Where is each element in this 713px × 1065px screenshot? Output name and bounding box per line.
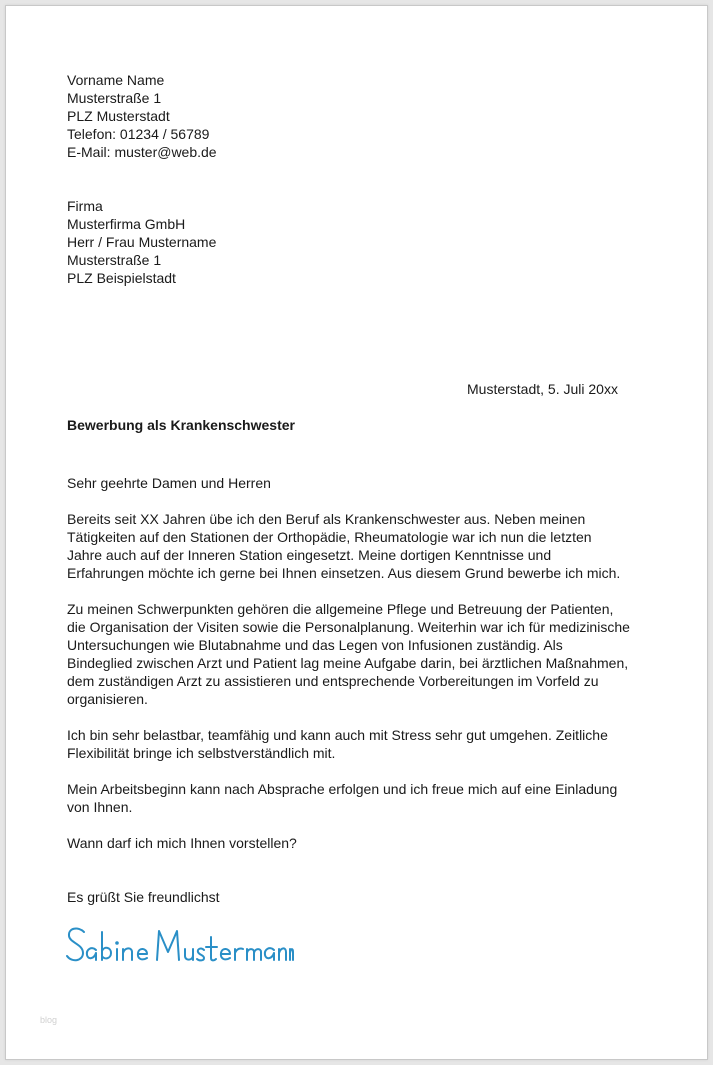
paragraph-line: Bindeglied zwischen Arzt und Patient lag meine Aufgabe darin, bei ärztlichen Maßnahmen, [67,655,629,671]
handwritten-signature [64,918,294,974]
paragraph-line: dem zuständigen Arzt zu assistieren und entsprechende Vorbereitungen im Vorfeld zu [67,673,599,689]
sender-name: Vorname Name [67,72,165,88]
paragraph-line: Flexibilität bringe ich selbstverständlich mit. [67,745,336,761]
recipient-line: PLZ Beispielstadt [67,270,176,286]
paragraph [67,834,297,852]
paragraph-line: Bereits seit XX Jahren übe ich den Beruf als Krankenschwester aus. Neben meinen [67,511,586,527]
paragraph-line: organisieren. [67,691,148,707]
letter-date: Musterstadt, 5. Juli 20xx [467,381,618,397]
sender-email: E-Mail: muster@web.de [67,144,217,160]
letter-subject: Bewerbung als Krankenschwester [67,417,295,433]
sender-phone: Telefon: 01234 / 56789 [67,126,210,142]
recipient-line: Musterstraße 1 [67,252,162,268]
paragraph [67,510,620,582]
paragraph-line: die Organisation der Visiten sowie die Personalplanung. Weiterhin war ich für medizinische [67,619,630,635]
paragraph [67,780,617,816]
sender-address [67,71,217,161]
paragraph-line: Jahre auch auf der Inneren Station eingesetzt. Meine dortigen Kenntnisse und [67,547,552,563]
paragraph-line: Zu meinen Schwerpunkten gehören die allgemeine Pflege und Betreuung der Patienten, [67,601,614,617]
recipient-line: Herr / Frau Mustername [67,234,217,250]
paragraph-line: Erfahrungen möchte ich gerne bei Ihnen einsetzen. Aus diesem Grund bewerbe ich mich. [67,565,621,581]
sender-street: Musterstraße 1 [67,90,162,106]
closing: Es grüßt Sie freundlichst [67,889,220,905]
paragraph-line: Untersuchungen wie Blutabnahme und das Legen von Infusionen zuständig. Als [67,637,563,653]
paragraph-line: Tätigkeiten auf den Stationen der Orthopädie, Rheumatologie war ich nun die letzten [67,529,592,545]
sender-city: PLZ Musterstadt [67,108,170,124]
recipient-address [67,197,216,287]
paragraph [67,600,630,708]
recipient-line: Musterfirma GmbH [67,216,186,232]
recipient-line: Firma [67,198,103,214]
salutation: Sehr geehrte Damen und Herren [67,475,271,491]
paragraph-line: Wann darf ich mich Ihnen vorstellen? [67,835,297,851]
letter-page [5,5,708,1060]
paragraph-line: Mein Arbeitsbeginn kann nach Absprache erfolgen und ich freue mich auf eine Einladung [67,781,618,797]
paragraph-line: von Ihnen. [67,799,133,815]
watermark-text: blog [40,1015,58,1025]
paragraph-line: Ich bin sehr belastbar, teamfähig und kann auch mit Stress sehr gut umgehen. Zeitliche [67,727,608,743]
paragraph [67,726,608,762]
